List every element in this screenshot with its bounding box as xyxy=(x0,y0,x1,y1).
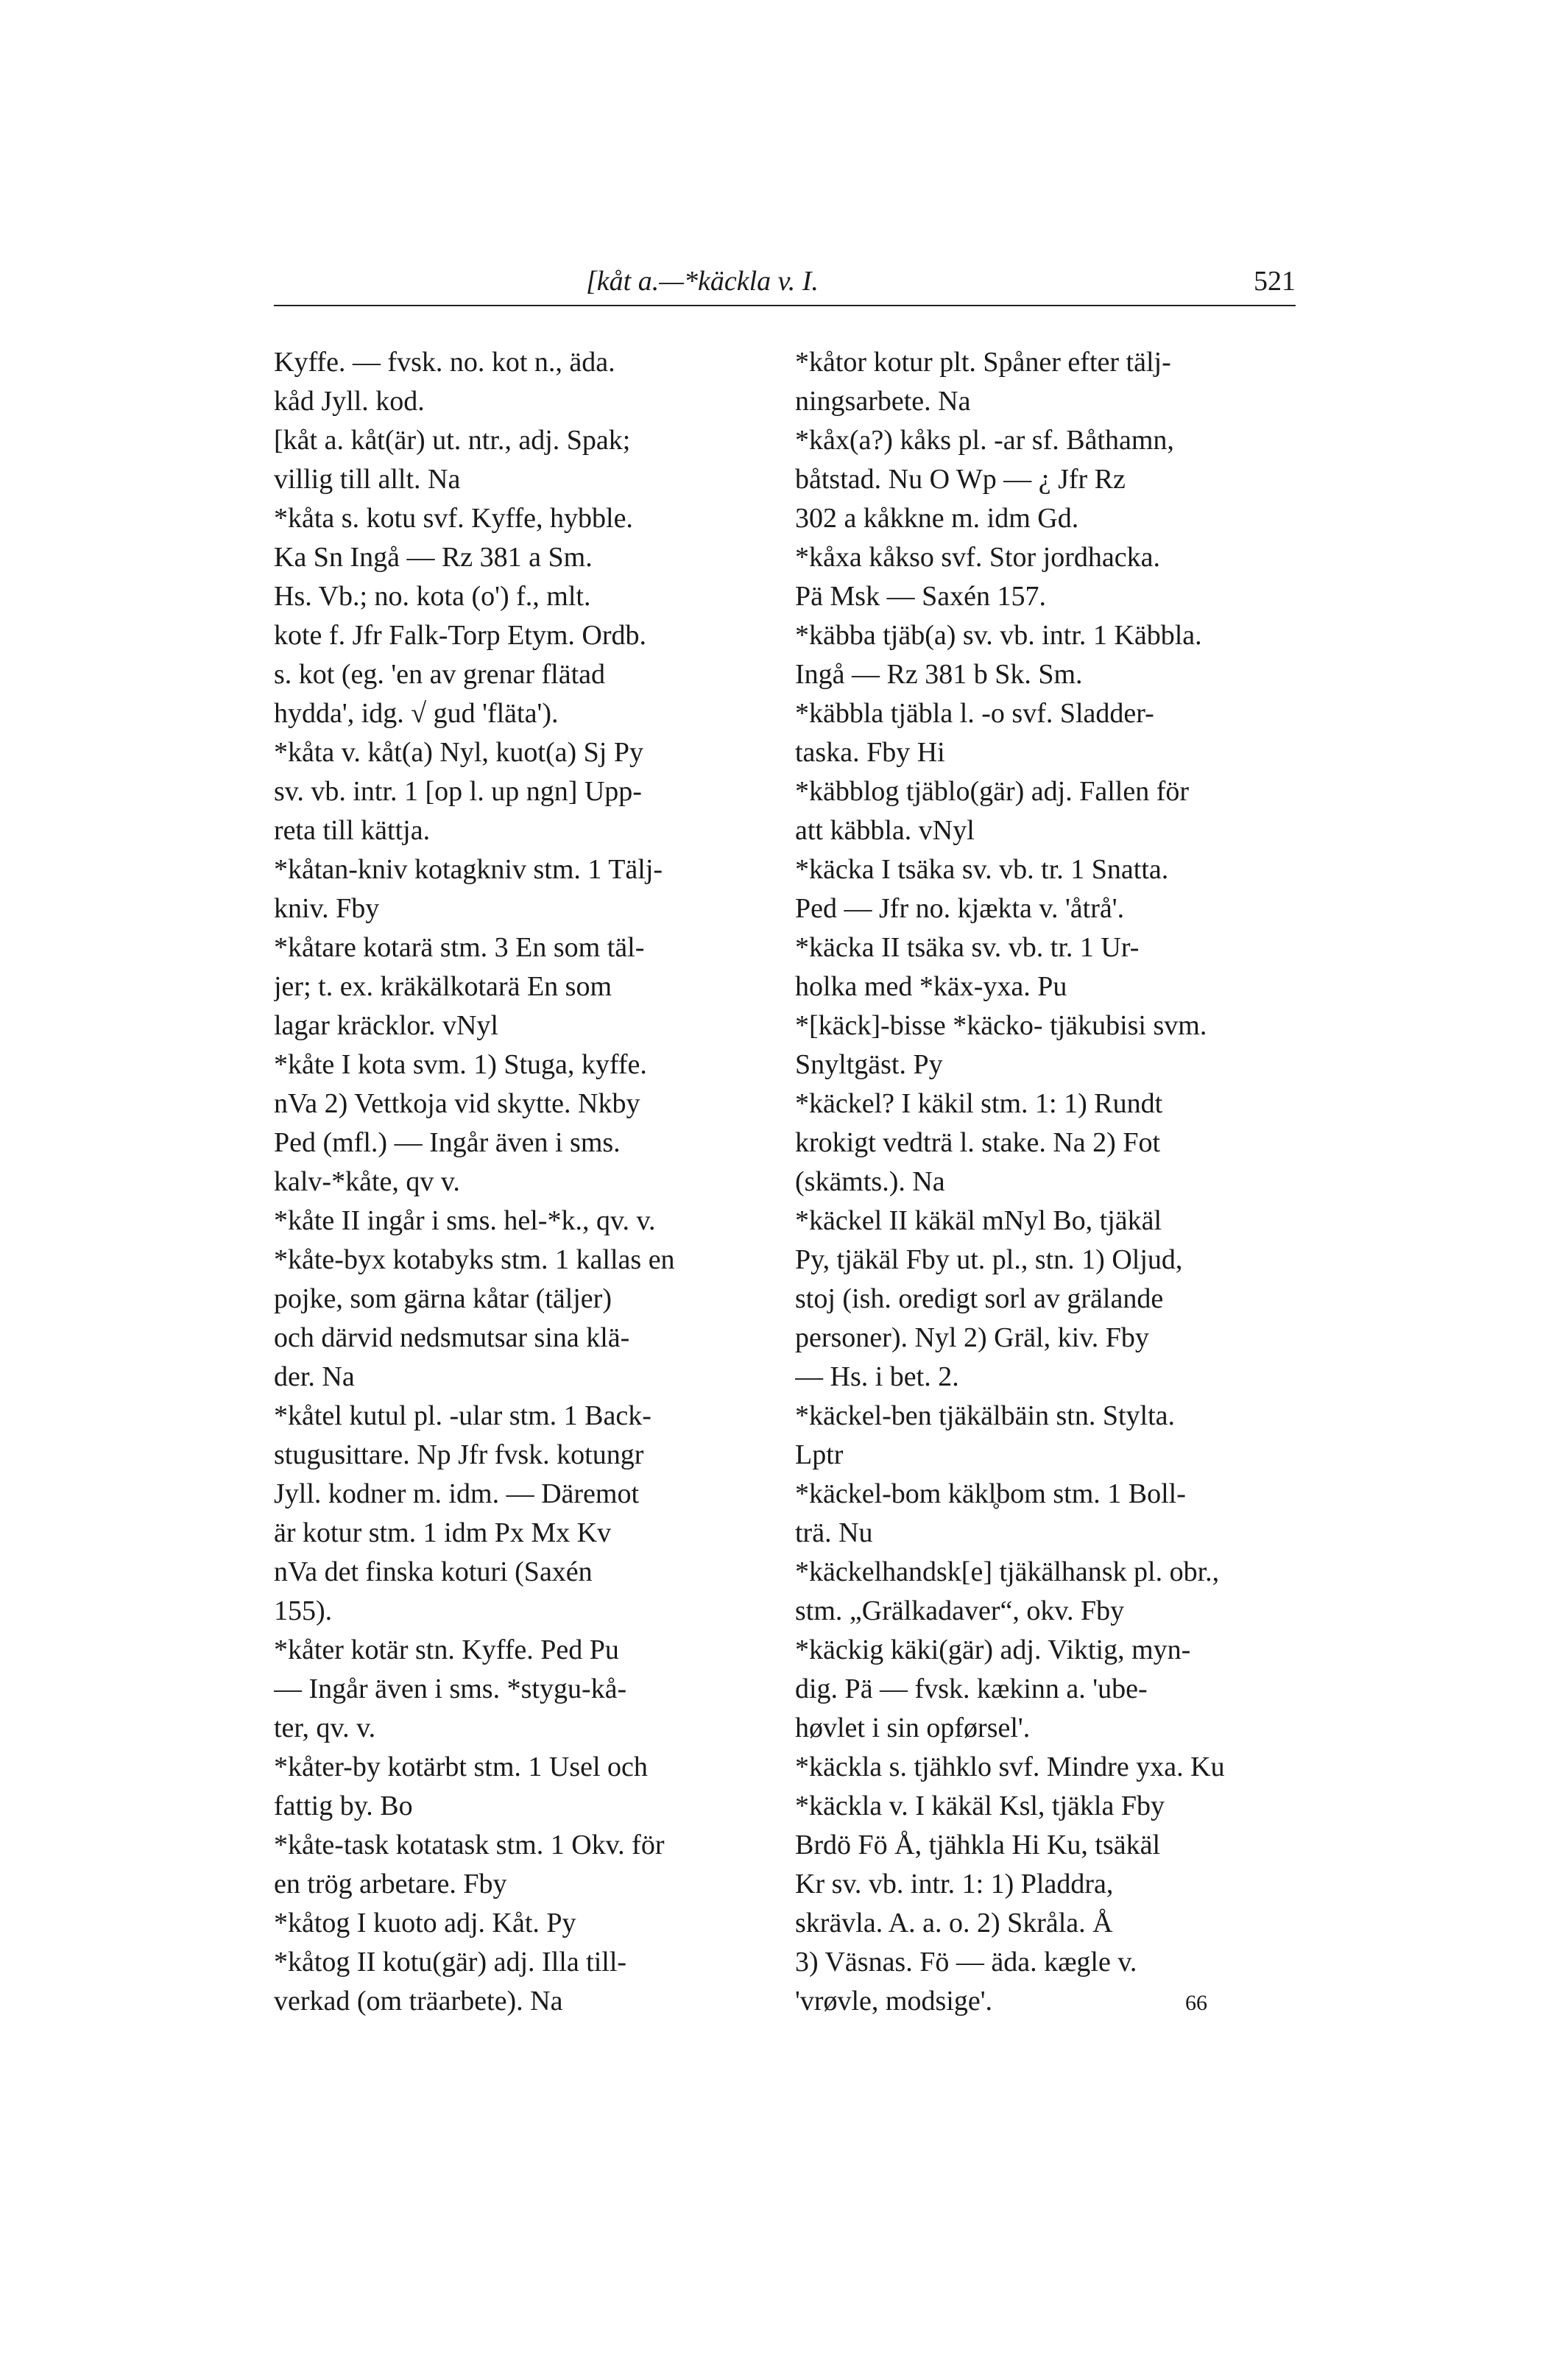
entry-line: *käckel? I käkil stm. 1: 1) Rundt xyxy=(795,1088,1163,1119)
entry-line: *kåter kotär stn. Kyffe. Ped Pu xyxy=(274,1634,619,1665)
entry-line: 3) Väsnas. Fö — äda. kægle v. xyxy=(795,1947,1137,1978)
entry-line: *[käck]-bisse *käcko- tjäkubisi svm. xyxy=(795,1010,1207,1041)
entry-line: *kåtog II kotu(gär) adj. Illa till- xyxy=(274,1947,627,1978)
entry-line: *kåtor kotur plt. Spåner efter tälj- xyxy=(795,347,1171,378)
entry-line: kåd Jyll. kod. xyxy=(274,386,425,417)
entry-line: att käbbla. vNyl xyxy=(795,815,975,846)
entry-line: *kåxa kåkso svf. Stor jordhacka. xyxy=(795,542,1160,573)
entry-line: *kåte-byx kotabyks stm. 1 kallas en xyxy=(274,1244,675,1275)
entry-line: Ped (mfl.) — Ingår även i sms. xyxy=(274,1127,621,1158)
entry-line: trä. Nu xyxy=(795,1517,873,1548)
entry-line: *kåte I kota svm. 1) Stuga, kyffe. xyxy=(274,1049,647,1080)
entry-line: ter, qv. v. xyxy=(274,1712,376,1743)
entry-line: [kåt a. kåt(är) ut. ntr., adj. Spak; xyxy=(274,425,631,456)
entry-line: verkad (om träarbete). Na xyxy=(274,1986,563,2017)
entry-line: Hs. Vb.; no. kota (o') f., mlt. xyxy=(274,581,591,612)
entry-line: taska. Fby Hi xyxy=(795,737,945,768)
entry-line: *käckla s. tjähklo svf. Mindre yxa. Ku xyxy=(795,1751,1225,1782)
entry-line: *kåtog I kuoto adj. Kåt. Py xyxy=(274,1908,576,1939)
entry-line: *käcka I tsäka sv. vb. tr. 1 Snatta. xyxy=(795,854,1169,885)
entry-line: *kåte II ingår i sms. hel-*k., qv. v. xyxy=(274,1205,656,1236)
entry-line: *kåta s. kotu svf. Kyffe, hybble. xyxy=(274,503,633,534)
entry-line: *käbblog tjäblo(gär) adj. Fallen för xyxy=(795,776,1190,807)
entry-line: nVa det finska koturi (Saxén xyxy=(274,1556,593,1587)
entry-line: *käbba tjäb(a) sv. vb. intr. 1 Käbbla. xyxy=(795,620,1202,651)
entry-line: pojke, som gärna kåtar (täljer) xyxy=(274,1283,612,1314)
entry-line: *käbbla tjäbla l. -o svf. Sladder- xyxy=(795,698,1154,729)
entry-line: Ped — Jfr no. kjækta v. 'åtrå'. xyxy=(795,893,1125,924)
entry-line: dig. Pä — fvsk. kækinn a. 'ube- xyxy=(795,1673,1148,1704)
entry-line: sv. vb. intr. 1 [op l. up ngn] Upp- xyxy=(274,776,642,807)
entry-line: och därvid nedsmutsar sina klä- xyxy=(274,1322,630,1353)
entry-line: nVa 2) Vettkoja vid skytte. Nkby xyxy=(274,1088,640,1119)
entry-line: Kr sv. vb. intr. 1: 1) Pladdra, xyxy=(795,1869,1114,1899)
entry-line: der. Na xyxy=(274,1361,355,1392)
entry-line: Brdö Fö Å, tjähkla Hi Ku, tsäkäl xyxy=(795,1830,1161,1860)
entry-line: Pä Msk — Saxén 157. xyxy=(795,581,1046,612)
entry-line: krokigt vedträ l. stake. Na 2) Fot xyxy=(795,1127,1161,1158)
entry-line: jer; t. ex. kräkälkotarä En som xyxy=(274,971,612,1002)
entry-line: kote f. Jfr Falk-Torp Etym. Ordb. xyxy=(274,620,647,651)
entry-line: kniv. Fby xyxy=(274,893,380,924)
entry-line: — Ingår även i sms. *stygu-kå- xyxy=(274,1673,627,1704)
running-head: [kåt a.—*käckla v. I. xyxy=(586,266,819,297)
entry-line: *käckel II käkäl mNyl Bo, tjäkäl xyxy=(795,1205,1162,1236)
left-column xyxy=(274,343,760,2021)
entry-line: *käcka II tsäka sv. vb. tr. 1 Ur- xyxy=(795,932,1140,963)
entry-line: *käckel-ben tjäkälbäin stn. Stylta. xyxy=(795,1400,1176,1431)
entry-line: *kåx(a?) kåks pl. -ar sf. Båthamn, xyxy=(795,425,1174,456)
entry-line: båtstad. Nu O Wp — ¿ Jfr Rz xyxy=(795,464,1126,495)
entry-line: Ingå — Rz 381 b Sk. Sm. xyxy=(795,659,1083,690)
header-rule xyxy=(274,305,1296,306)
entry-line: stm. „Grälkadaver“, okv. Fby xyxy=(795,1595,1125,1626)
entry-line: Py, tjäkäl Fby ut. pl., stn. 1) Oljud, xyxy=(795,1244,1183,1275)
entry-line: (skämts.). Na xyxy=(795,1166,945,1197)
entry-line: villig till allt. Na xyxy=(274,464,461,495)
entry-line: reta till kättja. xyxy=(274,815,431,846)
entry-line: 155). xyxy=(274,1595,333,1626)
entry-line: Kyffe. — fvsk. no. kot n., äda. xyxy=(274,347,615,378)
entry-line: lagar kräcklor. vNyl xyxy=(274,1010,498,1041)
entry-line: kalv-*kåte, qv v. xyxy=(274,1166,460,1197)
entry-line: *kåte-task kotatask stm. 1 Okv. för xyxy=(274,1830,665,1860)
entry-line: ningsarbete. Na xyxy=(795,386,971,417)
entry-line: Jyll. kodner m. idm. — Däremot xyxy=(274,1478,640,1509)
entry-line: hydda', idg. √ gud 'fläta'). xyxy=(274,698,559,729)
entry-line: s. kot (eg. 'en av grenar flätad xyxy=(274,659,605,690)
entry-line: Ka Sn Ingå — Rz 381 a Sm. xyxy=(274,542,593,573)
entry-line: 302 a kåkkne m. idm Gd. xyxy=(795,503,1079,534)
page-header xyxy=(274,265,1296,309)
entry-line: *kåtare kotarä stm. 3 En som täl- xyxy=(274,932,645,963)
entry-line: en trög arbetare. Fby xyxy=(274,1869,507,1899)
entry-line: *käckel-bom käkl̥bom stm. 1 Boll- xyxy=(795,1478,1186,1509)
entry-line: är kotur stm. 1 idm Px Mx Kv xyxy=(274,1517,612,1548)
entry-line: *käckla v. I käkäl Ksl, tjäkla Fby xyxy=(795,1791,1165,1821)
entry-line: stugusittare. Np Jfr fvsk. kotungr xyxy=(274,1439,644,1470)
entry-line: høvlet i sin opførsel'. xyxy=(795,1712,1031,1743)
entry-line: 'vrøvle, modsige'. xyxy=(795,1986,993,2017)
entry-line: *kåtan-kniv kotagkniv stm. 1 Tälj- xyxy=(274,854,663,885)
entry-line: *kåtel kutul pl. -ular stm. 1 Back- xyxy=(274,1400,651,1431)
entry-line: *kåter-by kotärbt stm. 1 Usel och xyxy=(274,1751,648,1782)
entry-line: stoj (ish. oredigt sorl av grälande xyxy=(795,1283,1164,1314)
entry-line: *kåta v. kåt(a) Nyl, kuot(a) Sj Py xyxy=(274,737,643,768)
entry-line: holka med *käx-yxa. Pu xyxy=(795,971,1067,1002)
entry-line: skrävla. A. a. o. 2) Skråla. Å xyxy=(795,1908,1113,1939)
printer-signature: 66 xyxy=(1185,1991,1207,2015)
entry-line: *käckig käki(gär) adj. Viktig, myn- xyxy=(795,1634,1191,1665)
right-column xyxy=(795,343,1296,2021)
entry-line: — Hs. i bet. 2. xyxy=(795,1361,959,1392)
entry-line: Snyltgäst. Py xyxy=(795,1049,943,1080)
entry-line: *käckelhandsk[e] tjäkälhansk pl. obr., xyxy=(795,1556,1220,1587)
entry-line: Lptr xyxy=(795,1439,844,1470)
entry-line: personer). Nyl 2) Gräl, kiv. Fby xyxy=(795,1322,1149,1353)
entry-line: fattig by. Bo xyxy=(274,1791,413,1821)
page-number: 521 xyxy=(1254,266,1296,297)
